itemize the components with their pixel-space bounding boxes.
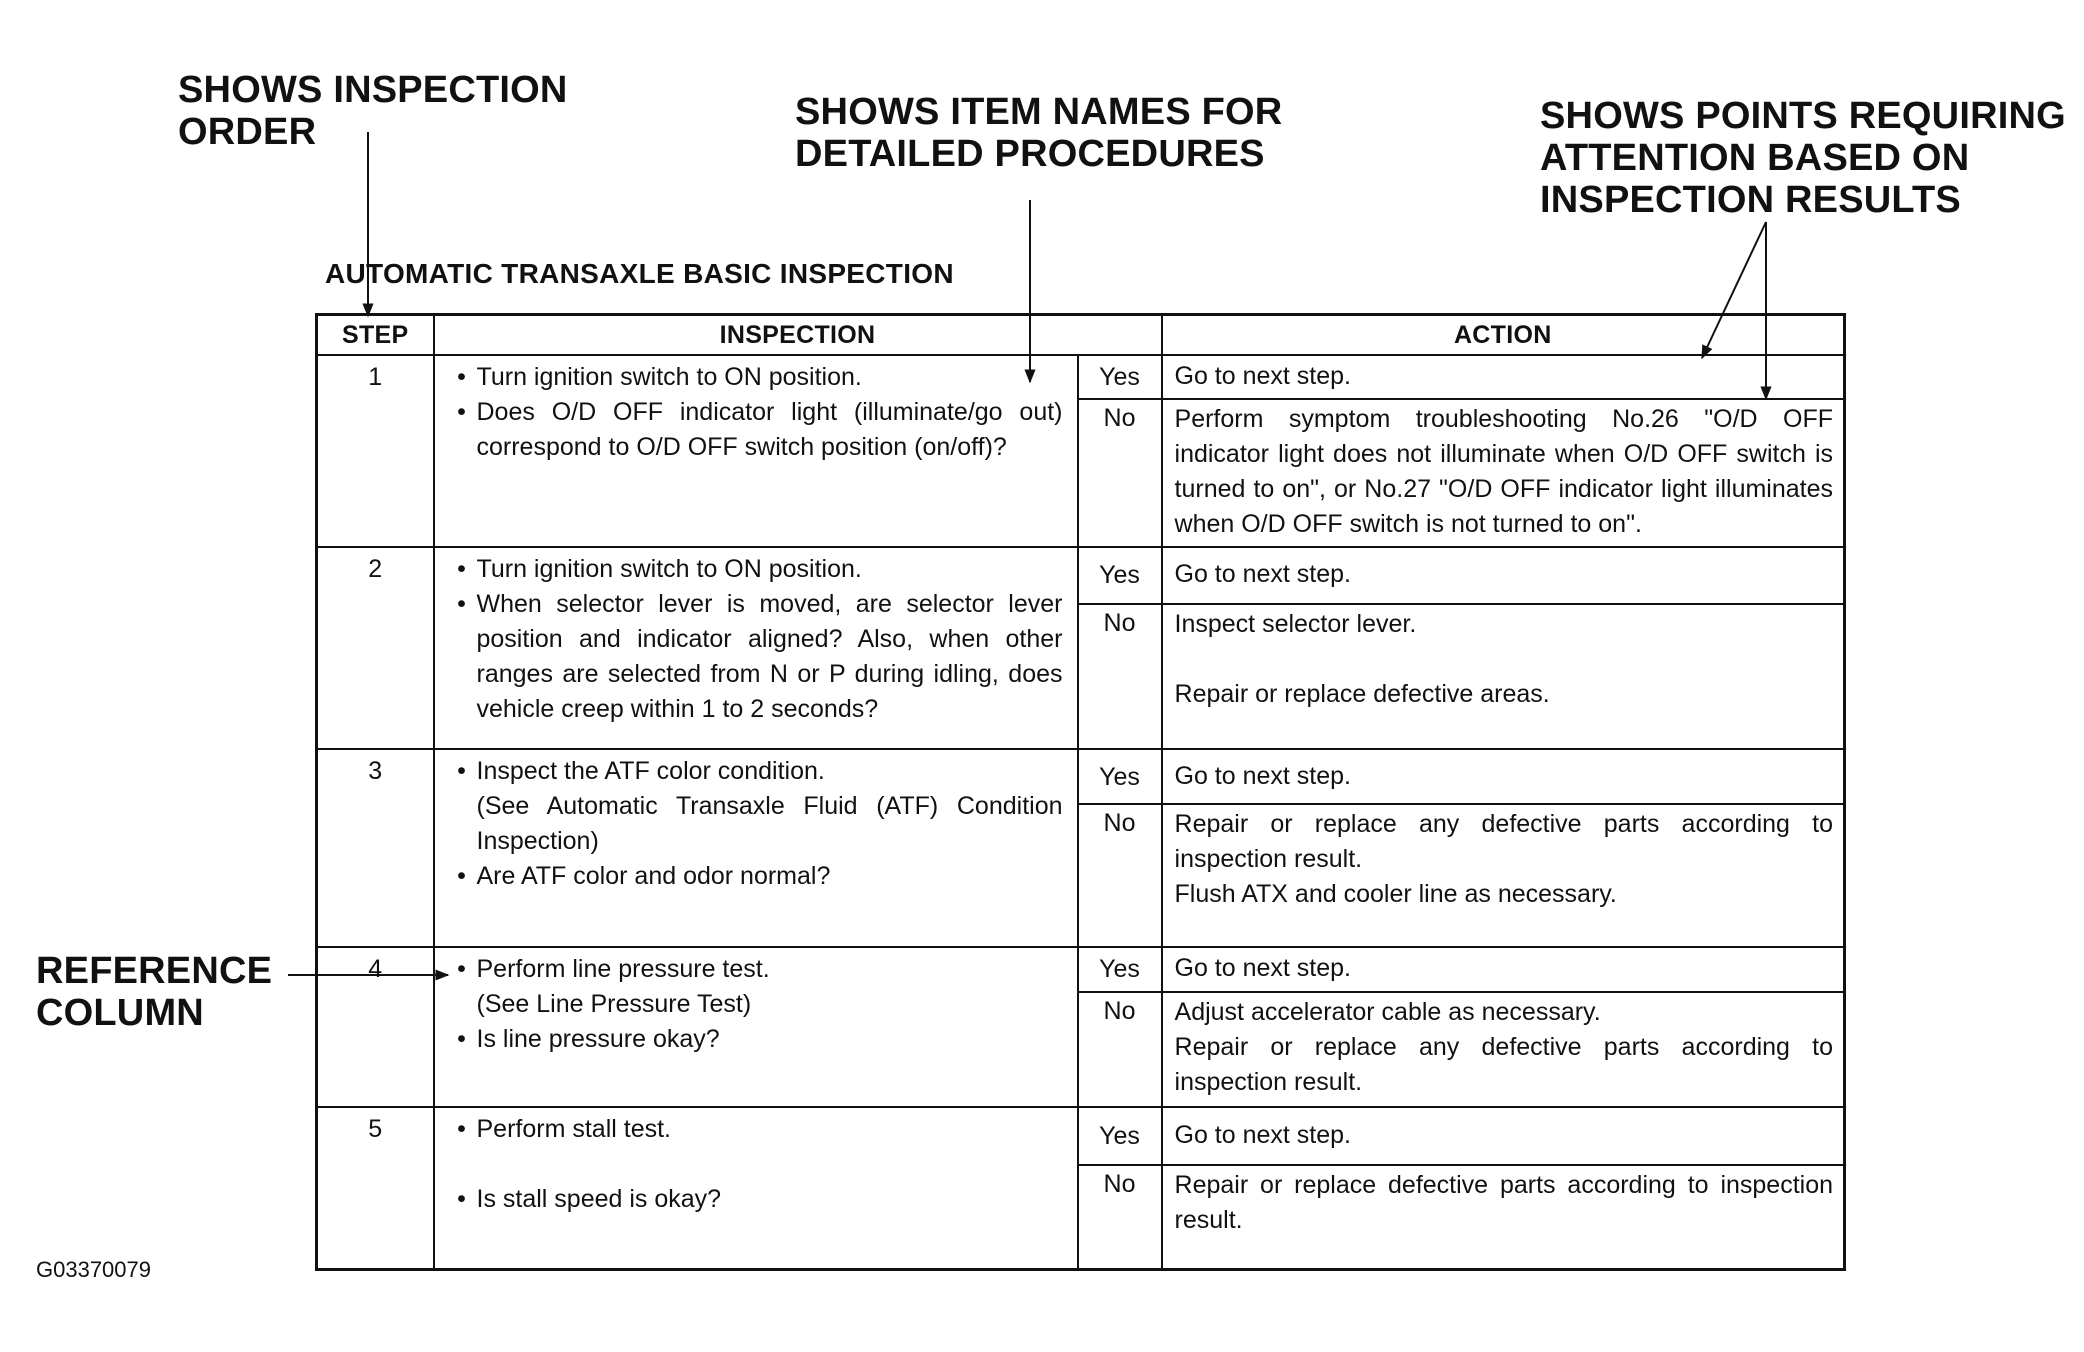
inspection-text: Does O/D OFF indicator light (illuminate/go out) correspond to O/D OFF switch position (on/off)? [476,398,1063,461]
inspection-line [447,754,1063,789]
inspection-text: Turn ignition switch to ON position. [476,555,862,583]
callout-line: INSPECTION RESULTS [1540,179,1961,221]
yes-action: Go to next step. [1162,547,1845,604]
table-row [317,947,1845,992]
inspection-text: Is stall speed is okay? [476,1185,722,1213]
bullet-icon: • [457,363,466,391]
no-label: No [1078,399,1162,547]
inspection-text: Are ATF color and odor normal? [476,862,831,890]
callout-inspection-order [178,69,568,153]
callout-line: REFERENCE [36,950,273,992]
table-row [317,355,1845,399]
table-row [317,547,1845,604]
table-body [317,355,1845,1270]
inspection-cell [434,355,1078,547]
inspection-line [447,1147,1063,1182]
action-line: Inspect selector lever. [1174,609,1417,638]
table-row [317,749,1845,804]
step-number: 2 [317,547,434,749]
inspection-cell [434,749,1078,947]
callout-reference-column [36,950,272,1034]
yes-action: Go to next step. [1162,1107,1845,1165]
action-line: Repair or replace any defective parts according to inspection result. [1174,810,1834,874]
inspection-text: When selector lever is moved, are selector lever position and indicator aligned? Also, when other ranges are selected from N or P during idling, does vehicle creep within 1 to 2 seconds? [476,590,1063,723]
bullet-icon: • [457,862,466,890]
inspection-text: Is line pressure okay? [476,1025,720,1053]
inspection-line [447,1182,1063,1217]
inspection-text: Perform line pressure test. [476,955,770,983]
callout-line: ATTENTION BASED ON [1540,137,1970,179]
no-label: No [1078,1165,1162,1269]
inspection-text: (See Line Pressure Test) [476,990,752,1018]
header-step: STEP [317,315,434,356]
inspection-line [447,789,1063,859]
figure-id: G03370079 [36,1257,151,1282]
inspection-procedure-table [315,313,1846,1271]
no-action [1162,992,1845,1107]
callout-line: SHOWS ITEM NAMES FOR [795,91,1283,133]
yes-label: Yes [1078,947,1162,992]
yes-label: Yes [1078,1107,1162,1165]
inspection-line [447,987,1063,1022]
bullet-icon: • [457,955,466,983]
callout-line: COLUMN [36,992,204,1034]
inspection-text: Turn ignition switch to ON position. [476,363,862,391]
header-action: ACTION [1162,315,1845,356]
header-inspection: INSPECTION [434,315,1162,356]
step-number: 5 [317,1107,434,1270]
table-header-row [317,315,1845,356]
yes-label: Yes [1078,547,1162,604]
yes-action: Go to next step. [1162,947,1845,992]
action-line: Repair or replace defective areas. [1174,679,1550,708]
no-label: No [1078,804,1162,947]
action-line [1175,642,1834,677]
inspection-line [447,1112,1063,1147]
callout-line: SHOWS POINTS REQUIRING [1540,95,2066,137]
callout-attention-points [1540,95,2066,221]
yes-action: Go to next step. [1162,749,1845,804]
callout-line: DETAILED PROCEDURES [795,133,1265,175]
no-label: No [1078,992,1162,1107]
yes-action: Go to next step. [1162,355,1845,399]
inspection-cell [434,547,1078,749]
inspection-text: (See Automatic Transaxle Fluid (ATF) Condition Inspection) [476,792,1063,855]
action-line: Perform symptom troubleshooting No.26 "O/D OFF indicator light does not illuminate when O/D OFF switch is turned to on", or No.27 "O/D OFF indicator light illuminates when O/D OFF switch is not turned to on". [1174,405,1834,538]
inspection-text [447,1147,1063,1182]
inspection-line [447,952,1063,987]
inspection-cell [434,1107,1078,1270]
step-number: 4 [317,947,434,1107]
inspection-cell [434,947,1078,1107]
no-action [1162,1165,1845,1269]
inspection-line [447,587,1063,727]
action-line: Repair or replace defective parts according to inspection result. [1174,1171,1834,1235]
action-line: Adjust accelerator cable as necessary. [1174,997,1601,1026]
table-row [317,1107,1845,1165]
inspection-text: Inspect the ATF color condition. [476,757,825,785]
no-label: No [1078,604,1162,749]
callout-item-names [795,91,1282,175]
bullet-icon: • [457,1115,466,1143]
inspection-line [447,859,1063,894]
bullet-icon: • [457,1185,466,1213]
inspection-text: Perform stall test. [476,1115,671,1143]
no-action [1162,399,1845,547]
bullet-icon: • [457,1025,466,1053]
action-line: Repair or replace any defective parts according to inspection result. [1174,1032,1834,1096]
inspection-line [447,395,1063,465]
bullet-icon: • [457,555,466,583]
no-action [1162,804,1845,947]
bullet-icon: • [457,757,466,785]
inspection-line [447,552,1063,587]
callout-line: SHOWS INSPECTION [178,69,568,111]
step-number: 3 [317,749,434,947]
step-number: 1 [317,355,434,547]
inspection-line [447,360,1063,395]
yes-label: Yes [1078,749,1162,804]
callout-line: ORDER [178,111,317,153]
bullet-icon: • [457,398,466,426]
action-line: Flush ATX and cooler line as necessary. [1174,880,1617,909]
yes-label: Yes [1078,355,1162,399]
no-action [1162,604,1845,749]
table-title: AUTOMATIC TRANSAXLE BASIC INSPECTION [325,258,954,289]
bullet-icon: • [457,590,466,618]
inspection-line [447,1022,1063,1057]
